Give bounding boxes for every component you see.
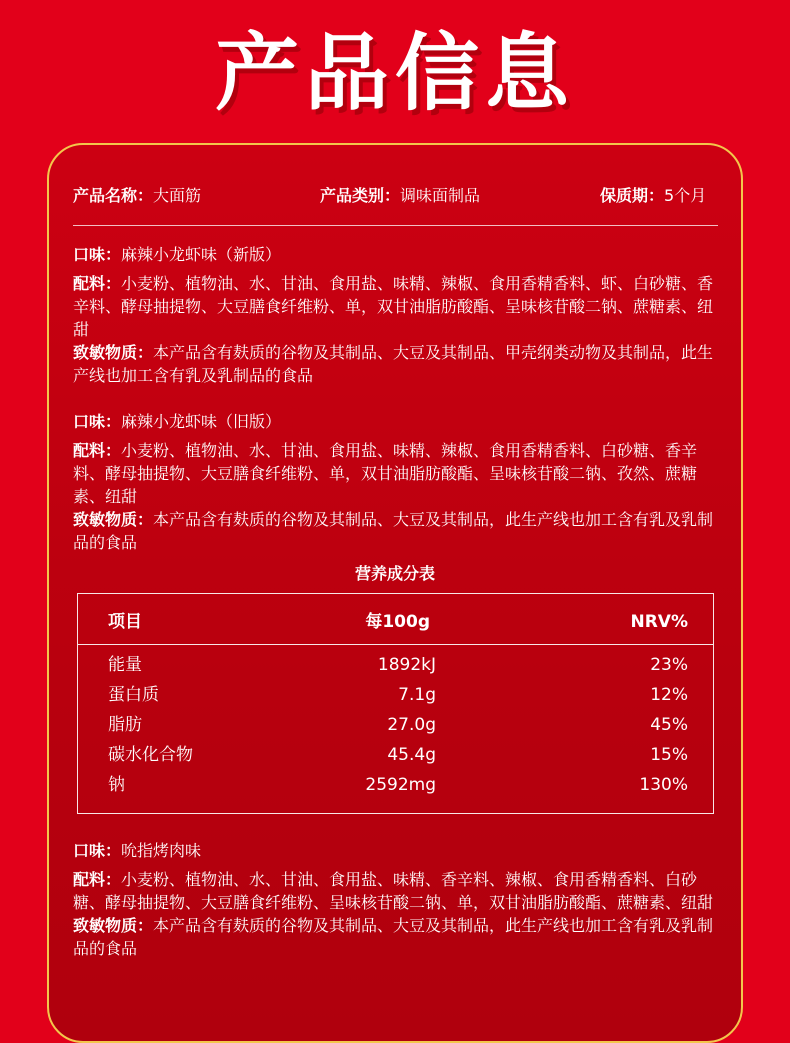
flavor-label: 口味： xyxy=(73,412,122,431)
product-name xyxy=(73,182,201,210)
nutrition-table-title: 营养成分表 xyxy=(354,564,435,583)
table-cell-item: 蛋白质 xyxy=(108,685,159,705)
table-cell-value: 1892kJ xyxy=(377,655,436,675)
ingredients-line xyxy=(73,868,723,914)
table-cell-value: 2592mg xyxy=(365,775,436,795)
allergen-line xyxy=(73,914,723,960)
table-header-per100g: 每100g xyxy=(365,612,430,632)
product-name-label: 产品名称： xyxy=(73,186,154,205)
ingredients-label: 配料： xyxy=(73,441,122,460)
allergen-line xyxy=(73,341,723,387)
table-cell-item: 能量 xyxy=(108,655,142,675)
allergen-value: 本产品含有麸质的谷物及其制品、大豆及其制品，此生产线也加工含有乳及乳制品的食品 xyxy=(73,916,714,958)
table-cell-nrv: 12% xyxy=(650,685,688,705)
ingredients-line xyxy=(73,439,723,508)
flavor-block-2 xyxy=(73,410,723,554)
table-cell-item: 碳水化合物 xyxy=(108,745,193,765)
ingredients-line xyxy=(73,272,723,341)
flavor-label: 口味： xyxy=(73,245,122,264)
table-cell-nrv: 45% xyxy=(650,715,688,735)
flavor-value: 麻辣小龙虾味（旧版） xyxy=(121,412,282,431)
table-header-item: 项目 xyxy=(108,612,142,632)
product-category xyxy=(320,182,480,210)
ingredients-value: 小麦粉、植物油、水、甘油、食用盐、味精、香辛料、辣椒、食用香精香料、白砂糖、酵母抽提物、大豆膳食纤维粉、呈味核苷酸二钠、单，双甘油脂肪酸酯、蔗糖素、纽甜 xyxy=(73,870,714,912)
flavor-line xyxy=(73,410,723,433)
allergen-value: 本产品含有麸质的谷物及其制品、大豆及其制品，此生产线也加工含有乳及乳制品的食品 xyxy=(73,510,714,552)
flavor-block-3 xyxy=(73,839,723,960)
shelf-life-value: 5个月 xyxy=(664,186,707,205)
allergen-label: 致敏物质： xyxy=(73,343,154,362)
table-cell-nrv: 23% xyxy=(650,655,688,675)
flavor-line xyxy=(73,243,723,266)
product-name-value: 大面筋 xyxy=(153,186,202,205)
table-cell-item: 脂肪 xyxy=(108,715,142,735)
shelf-life-label: 保质期： xyxy=(600,186,665,205)
flavor-line xyxy=(73,839,723,862)
allergen-label: 致敏物质： xyxy=(73,510,154,529)
page-title: 产品信息 xyxy=(214,24,575,122)
allergen-label: 致敏物质： xyxy=(73,916,154,935)
shelf-life xyxy=(600,182,706,210)
flavor-value: 麻辣小龙虾味（新版） xyxy=(121,245,282,264)
flavor-block-1 xyxy=(73,243,723,387)
ingredients-label: 配料： xyxy=(73,274,122,293)
table-cell-nrv: 15% xyxy=(650,745,688,765)
ingredients-value: 小麦粉、植物油、水、甘油、食用盐、味精、辣椒、食用香精香料、白砂糖、香辛料、酵母抽提物、大豆膳食纤维粉、单，双甘油脂肪酸酯、呈味核苷酸二钠、孜然、蔗糖素、纽甜 xyxy=(73,441,698,506)
table-cell-nrv: 130% xyxy=(639,775,688,795)
flavor-label: 口味： xyxy=(73,841,122,860)
ingredients-value: 小麦粉、植物油、水、甘油、食用盐、味精、辣椒、食用香精香料、虾、白砂糖、香辛料、酵母抽提物、大豆膳食纤维粉、单，双甘油脂肪酸酯、呈味核苷酸二钠、蔗糖素、纽甜 xyxy=(73,274,714,339)
table-header-nrv: NRV% xyxy=(630,612,688,632)
nutrition-table xyxy=(77,593,714,814)
ingredients-label: 配料： xyxy=(73,870,122,889)
table-cell-value: 27.0g xyxy=(387,715,436,735)
table-cell-value: 45.4g xyxy=(387,745,436,765)
product-category-value: 调味面制品 xyxy=(400,186,481,205)
allergen-line xyxy=(73,508,723,554)
table-cell-item: 钠 xyxy=(108,775,125,795)
table-cell-value: 7.1g xyxy=(398,685,436,705)
allergen-value: 本产品含有麸质的谷物及其制品、大豆及其制品、甲壳纲类动物及其制品，此生产线也加工含有乳及乳制品的食品 xyxy=(73,343,714,385)
flavor-value: 吮指烤肉味 xyxy=(121,841,202,860)
header-divider xyxy=(73,225,718,226)
product-category-label: 产品类别： xyxy=(320,186,401,205)
table-header-divider xyxy=(78,644,713,645)
